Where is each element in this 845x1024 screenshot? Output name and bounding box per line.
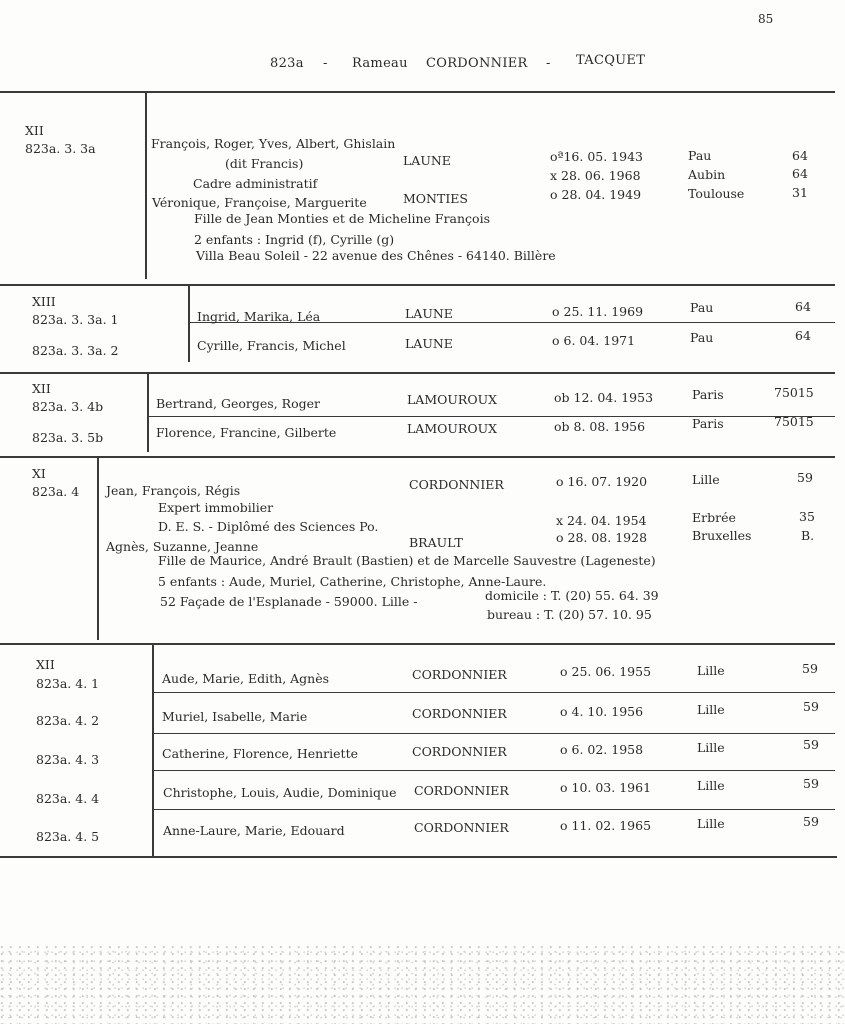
entry-code: 823a. 4. 4 [36,791,100,806]
date: o 28. 08. 1928 [556,530,648,545]
row-divider [154,692,835,693]
occupation: Cadre administratif [193,176,318,191]
row-divider [154,733,835,734]
entry-code: 823a. 4. 3 [36,752,100,767]
header-name-1: CORDONNIER [426,56,528,71]
divider [0,372,835,374]
divider [0,856,837,858]
generation-label: XII [32,381,51,396]
department: 75015 [774,385,814,400]
place: Pau [690,330,714,345]
row-divider [149,416,835,417]
generation-label: XII [36,657,55,672]
surname: CORDONNIER [412,744,507,759]
row-divider [154,809,835,810]
date: o 6. 02. 1958 [560,742,644,757]
divider [0,456,835,458]
address: 52 Façade de l'Esplanade - 59000. Lille - [160,594,418,609]
header-name-2: TACQUET [576,53,646,68]
entry-code: 823a. 4. 2 [36,713,100,728]
department: 75015 [774,414,814,429]
surname: CORDONNIER [412,667,507,682]
given-names: Ingrid, Marika, Léa [197,309,321,324]
date: o 10. 03. 1961 [560,780,652,795]
address: Villa Beau Soleil - 22 avenue des Chênes - 64140. Billère [196,248,556,263]
surname: MONTIES [403,191,468,206]
department: 59 [803,814,819,829]
surname: LAUNE [405,306,453,321]
department: 64 [795,328,811,343]
date: o 4. 10. 1956 [560,704,644,719]
place: Lille [697,778,725,793]
given-names: François, Roger, Yves, Albert, Ghislain [151,136,396,151]
date: o 6. 04. 1971 [552,333,636,348]
place: Lille [692,472,720,487]
scan-noise [0,945,845,1024]
surname: LAMOUROUX [407,392,498,407]
entry-code: 823a. 3. 4b [32,399,104,414]
divider [0,284,835,286]
phone-office: bureau : T. (20) 57. 10. 95 [487,607,652,622]
column-divider [97,456,99,640]
nickname: (dit Francis) [225,156,304,171]
header-code: 823a [270,56,304,71]
given-names: Florence, Francine, Gilberte [156,425,337,440]
surname: LAUNE [403,153,451,168]
date: x 28. 06. 1968 [550,168,641,183]
surname: CORDONNIER [414,783,509,798]
department: 64 [792,148,808,163]
parentage: Fille de Maurice, André Brault (Bastien) et de Marcelle Sauvestre (Lageneste) [158,553,656,568]
given-names: Catherine, Florence, Henriette [162,746,358,761]
surname: CORDONNIER [409,477,504,492]
date: ob 8. 08. 1956 [554,419,646,434]
department: 31 [792,185,808,200]
place: Bruxelles [692,528,752,543]
place: Pau [688,148,712,163]
department: 59 [803,737,819,752]
department: 59 [797,470,813,485]
given-names: Aude, Marie, Edith, Agnès [162,671,330,686]
entry-code: 823a. 3. 5b [32,430,104,445]
column-divider [147,372,149,452]
surname: CORDONNIER [414,820,509,835]
place: Paris [692,387,724,402]
spouse-names: Véronique, Françoise, Marguerite [152,195,367,210]
place: Lille [697,702,725,717]
header-rameau: Rameau [352,56,408,71]
place: Lille [697,740,725,755]
entry-code: 823a. 3. 3a. 1 [32,312,119,327]
department: 59 [802,661,818,676]
entry-code: 823a. 3. 3a [25,141,96,156]
parentage: Fille de Jean Monties et de Micheline François [194,211,490,226]
given-names: Bertrand, Georges, Roger [156,396,320,411]
divider [0,643,835,645]
children: 2 enfants : Ingrid (f), Cyrille (g) [194,232,395,247]
place: Erbrée [692,510,736,525]
place: Lille [697,663,725,678]
place: Lille [697,816,725,831]
entry-code: 823a. 4. 5 [36,829,100,844]
spouse-names: Agnès, Suzanne, Jeanne [106,539,259,554]
department: 35 [799,509,815,524]
department: B. [801,528,815,543]
generation-label: XIII [32,294,56,309]
surname: BRAULT [409,535,463,550]
place: Aubin [688,167,726,182]
place: Paris [692,416,724,431]
date: oª16. 05. 1943 [550,149,643,164]
column-divider [152,643,154,856]
column-divider [145,91,147,279]
department: 59 [803,699,819,714]
date: ob 12. 04. 1953 [554,390,654,405]
department: 64 [795,299,811,314]
surname: LAMOUROUX [407,421,498,436]
page-number: 85 [758,12,774,26]
generation-label: XI [32,466,46,481]
column-divider [188,284,190,362]
row-divider [154,770,835,771]
header-dash-2: - [546,56,551,71]
phone-home: domicile : T. (20) 55. 64. 39 [485,588,659,603]
date: o 28. 04. 1949 [550,187,642,202]
date: o 16. 07. 1920 [556,474,648,489]
date: x 24. 04. 1954 [556,513,647,528]
place: Toulouse [688,186,745,201]
place: Pau [690,300,714,315]
entry-code: 823a. 3. 3a. 2 [32,343,119,358]
given-names: Anne-Laure, Marie, Edouard [163,823,345,838]
entry-code: 823a. 4. 1 [36,676,100,691]
surname: LAUNE [405,336,453,351]
entry-code: 823a. 4 [32,484,80,499]
department: 59 [803,776,819,791]
children: 5 enfants : Aude, Muriel, Catherine, Christophe, Anne-Laure. [158,574,547,589]
given-names: Christophe, Louis, Audie, Dominique [163,785,397,800]
header-dash-1: - [323,56,328,71]
date: o 25. 06. 1955 [560,664,652,679]
given-names: Muriel, Isabelle, Marie [162,709,308,724]
surname: CORDONNIER [412,706,507,721]
generation-label: XII [25,123,44,138]
occupation: Expert immobilier [158,500,274,515]
given-names: Jean, François, Régis [106,483,241,498]
date: o 11. 02. 1965 [560,818,652,833]
department: 64 [792,166,808,181]
given-names: Cyrille, Francis, Michel [197,338,346,353]
date: o 25. 11. 1969 [552,304,644,319]
diploma: D. E. S. - Diplômé des Sciences Po. [158,519,379,534]
divider [0,91,835,93]
